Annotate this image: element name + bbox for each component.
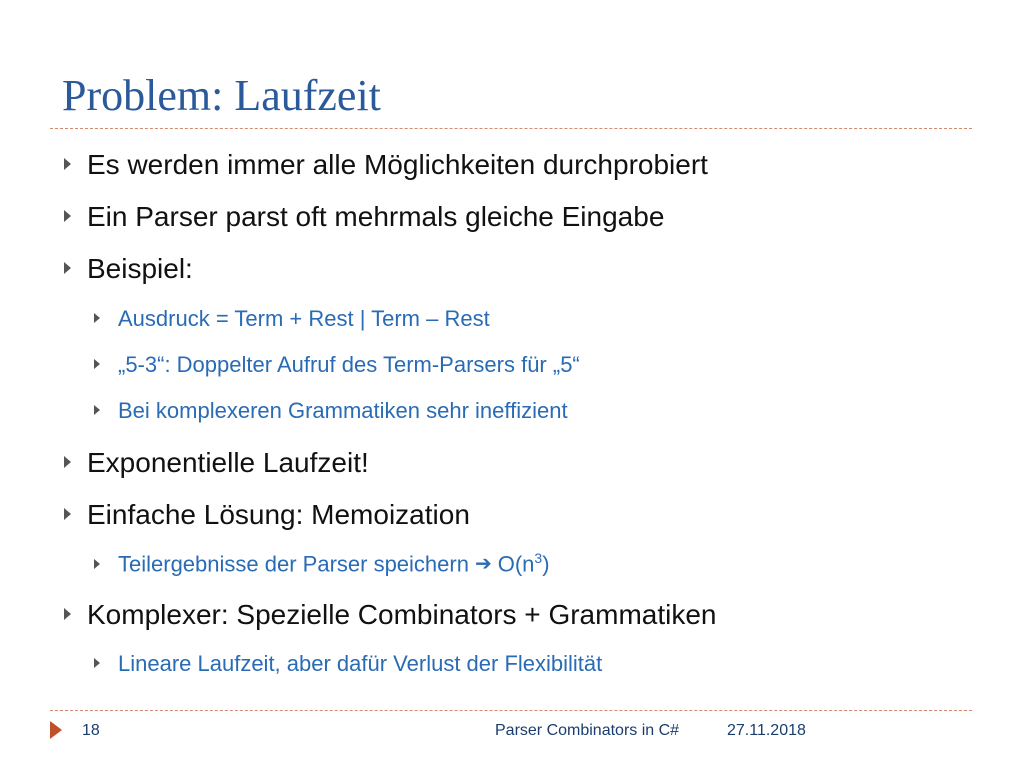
bullet-triangle-icon [94, 359, 100, 369]
bullet-triangle-icon [64, 158, 71, 170]
presentation-date: 27.11.2018 [727, 722, 806, 739]
bullet-item [64, 149, 708, 181]
bullet-text: Einfache Lösung: Memoization [87, 499, 470, 530]
bullet-triangle-icon [94, 405, 100, 415]
bullet-triangle-icon [94, 313, 100, 323]
sub-bullet-text: Bei komplexeren Grammatiken sehr ineffizient [118, 398, 568, 423]
bullet-text: Beispiel: [87, 253, 193, 284]
complexity-text: O(n [497, 551, 535, 577]
sub-bullet-text: „5-3“: Doppelter Aufruf des Term-Parsers für „5“ [118, 352, 580, 377]
title-divider [50, 128, 972, 129]
sub-bullet-text: Ausdruck = Term + Rest | Term – Rest [118, 306, 490, 331]
presentation-title: Parser Combinators in C# [495, 722, 680, 739]
bullet-triangle-icon [94, 559, 100, 569]
bullet-triangle-icon [64, 210, 71, 222]
bullet-item [64, 253, 193, 285]
sub-bullet-text: Lineare Laufzeit, aber dafür Verlust der Flexibilität [118, 651, 603, 676]
sub-bullet-item [94, 306, 490, 332]
bullet-triangle-icon [64, 456, 71, 468]
complexity-close: ) [542, 551, 550, 577]
bullet-item [64, 201, 664, 233]
sub-bullet-item [94, 550, 550, 577]
bullet-triangle-icon [94, 658, 100, 668]
footer-marker-icon [50, 721, 62, 739]
footer-divider [50, 710, 972, 711]
bullet-item [64, 499, 470, 531]
sub-bullet-item [94, 651, 602, 677]
bullet-text: Ein Parser parst oft mehrmals gleiche Eingabe [87, 201, 665, 232]
bullet-triangle-icon [64, 262, 71, 274]
bullet-text: Exponentielle Laufzeit! [87, 447, 369, 478]
slide-title: Problem: Laufzeit [62, 71, 381, 120]
bullet-triangle-icon [64, 508, 71, 520]
bullet-text: Komplexer: Spezielle Combinators + Grammatiken [87, 599, 717, 630]
bullet-text: Es werden immer alle Möglichkeiten durchprobiert [87, 149, 708, 180]
sub-bullet-item [94, 398, 568, 424]
page-number: 18 [82, 722, 100, 739]
sub-bullet-item [94, 352, 580, 378]
bullet-item [64, 447, 369, 479]
complexity-exponent: 3 [534, 550, 543, 566]
right-arrow-icon: ➔ [474, 553, 492, 576]
bullet-item [64, 599, 716, 631]
bullet-triangle-icon [64, 608, 71, 620]
sub-bullet-text: Teilergebnisse der Parser speichern [118, 551, 469, 577]
